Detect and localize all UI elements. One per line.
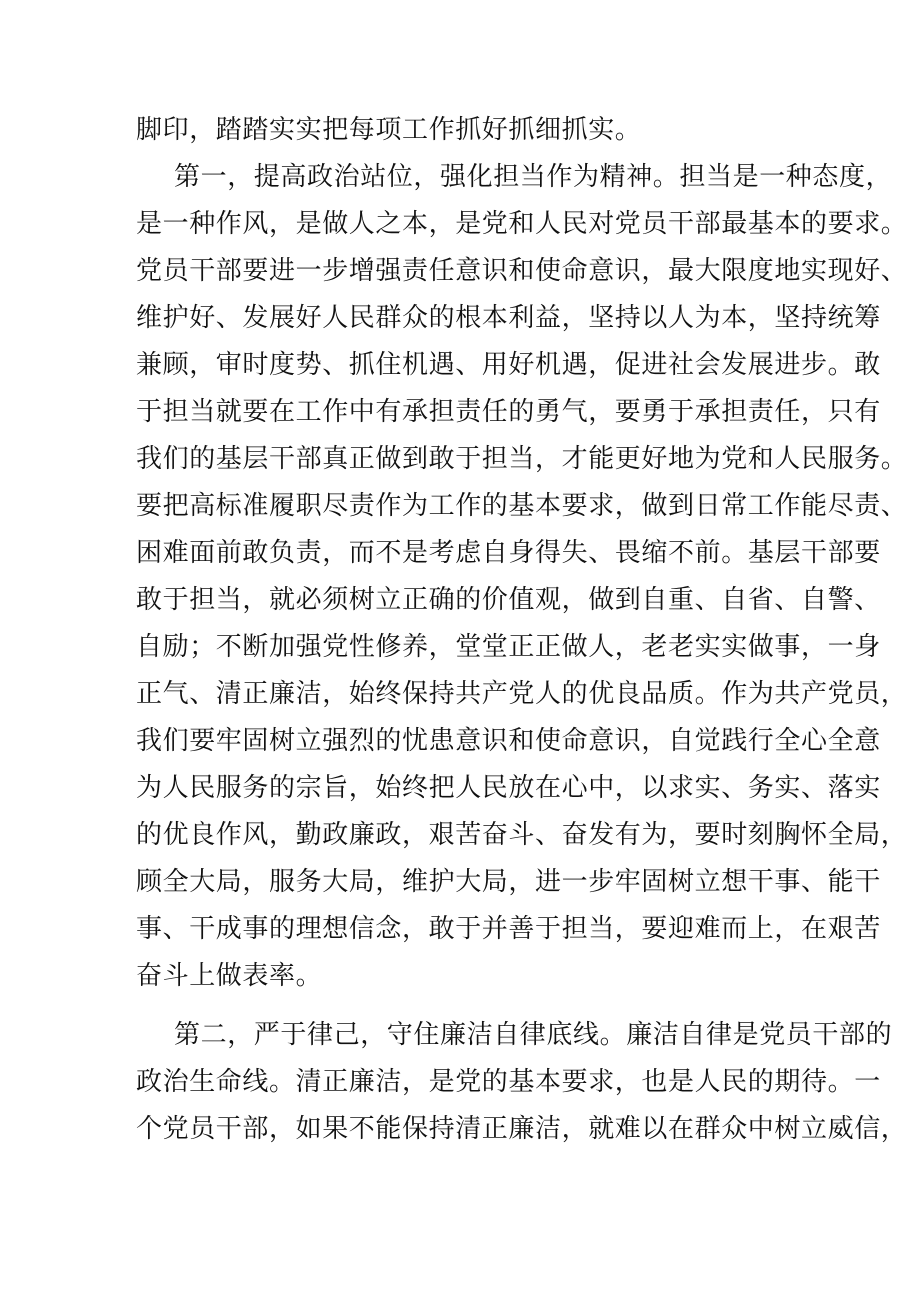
text-line: 困难面前敢负责，而不是考虑自身得失、畏缩不前。基层干部要 (136, 538, 881, 568)
paragraph-first-line: 第二，严于律己，守住廉洁自律底线。廉洁自律是党员干部的 (174, 1020, 893, 1050)
text-line: 奋斗上做表率。 (136, 961, 323, 991)
text-line: 的优良作风，勤政廉政，艰苦奋斗、奋发有为，要时刻胸怀全局， (136, 820, 908, 850)
text-line: 于担当就要在工作中有承担责任的勇气，要勇于承担责任，只有 (136, 397, 881, 427)
text-line: 个党员干部，如果不能保持清正廉洁，就难以在群众中树立威信， (136, 1114, 908, 1144)
text-line: 顾全大局，服务大局，维护大局，进一步牢固树立想干事、能干 (136, 867, 881, 897)
text-line: 脚印，踏踏实实把每项工作抓好抓细抓实。 (136, 115, 642, 145)
text-line: 正气、清正廉洁，始终保持共产党人的优良品质。作为共产党员， (136, 679, 908, 709)
text-line: 为人民服务的宗旨，始终把人民放在心中，以求实、务实、落实 (136, 773, 881, 803)
text-line: 我们的基层干部真正做到敢于担当，才能更好地为党和人民服务。 (136, 444, 908, 474)
paragraph-first-line: 第一，提高政治站位，强化担当作为精神。担当是一种态度， (174, 162, 893, 192)
text-line: 敢于担当，就必须树立正确的价值观，做到自重、自省、自警、 (136, 585, 881, 615)
text-line: 我们要牢固树立强烈的忧患意识和使命意识，自觉践行全心全意 (136, 726, 881, 756)
text-line: 事、干成事的理想信念，敢于并善于担当，要迎难而上，在艰苦 (136, 914, 881, 944)
text-line: 政治生命线。清正廉洁，是党的基本要求，也是人民的期待。一 (136, 1067, 881, 1097)
text-line: 是一种作风，是做人之本，是党和人民对党员干部最基本的要求。 (136, 209, 908, 239)
text-line: 要把高标准履职尽责作为工作的基本要求，做到日常工作能尽责、 (136, 491, 908, 521)
text-line: 党员干部要进一步增强责任意识和使命意识，最大限度地实现好、 (136, 256, 908, 286)
text-line: 自励；不断加强党性修养，堂堂正正做人，老老实实做事，一身 (136, 632, 881, 662)
text-line: 兼顾，审时度势、抓住机遇、用好机遇，促进社会发展进步。敢 (136, 350, 881, 380)
text-line: 维护好、发展好人民群众的根本利益，坚持以人为本，坚持统筹 (136, 303, 881, 333)
